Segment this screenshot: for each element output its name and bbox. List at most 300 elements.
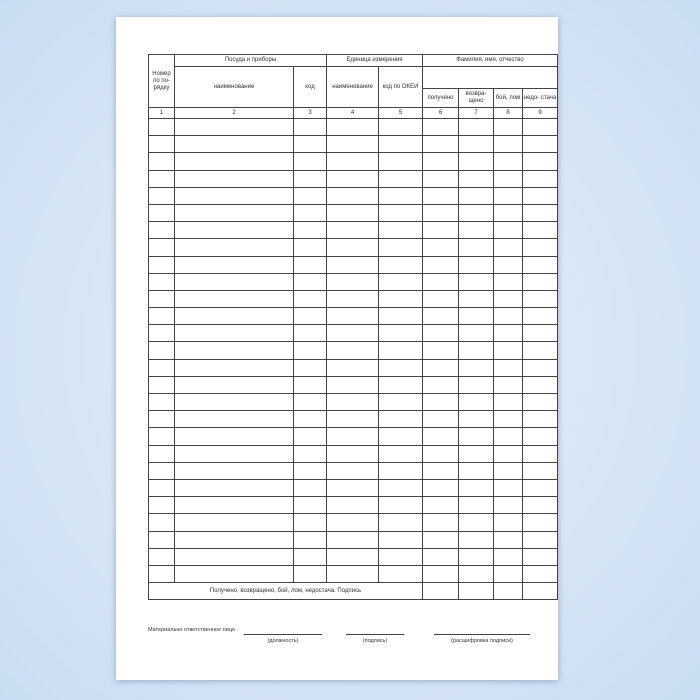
- table-cell[interactable]: [494, 136, 523, 153]
- table-cell[interactable]: [459, 222, 494, 239]
- table-cell[interactable]: [523, 170, 558, 187]
- table-cell[interactable]: [175, 290, 294, 307]
- table-cell[interactable]: [327, 119, 379, 136]
- table-cell[interactable]: [327, 376, 379, 393]
- table-cell[interactable]: [494, 308, 523, 325]
- table-cell[interactable]: [523, 290, 558, 307]
- table-cell[interactable]: [459, 548, 494, 565]
- table-cell[interactable]: [423, 204, 459, 221]
- table-cell[interactable]: [149, 531, 175, 548]
- table-cell[interactable]: [459, 479, 494, 496]
- table-cell[interactable]: [175, 376, 294, 393]
- table-cell[interactable]: [175, 239, 294, 256]
- table-row: [149, 325, 558, 342]
- table-cell[interactable]: [327, 531, 379, 548]
- table-cell[interactable]: [523, 565, 558, 582]
- table-cell[interactable]: [149, 359, 175, 376]
- table-cell[interactable]: [523, 497, 558, 514]
- table-cell[interactable]: [175, 411, 294, 428]
- table-cell[interactable]: [175, 256, 294, 273]
- table-cell[interactable]: [494, 394, 523, 411]
- table-cell[interactable]: [423, 119, 459, 136]
- table-cell[interactable]: [379, 325, 423, 342]
- table-cell[interactable]: [423, 136, 459, 153]
- footer-signature-row: Получено, возвращено, бой, лом, недостача. Подпись: [149, 583, 423, 600]
- header-unit-okei: код по ОКЕИ: [379, 67, 423, 108]
- table-row: [149, 497, 558, 514]
- table-cell[interactable]: [423, 153, 459, 170]
- table-cell[interactable]: [379, 222, 423, 239]
- table-cell[interactable]: [523, 325, 558, 342]
- table-cell[interactable]: [327, 394, 379, 411]
- table-cell[interactable]: [175, 187, 294, 204]
- table-cell[interactable]: [423, 342, 459, 359]
- header-broken: бой, лом: [494, 89, 523, 108]
- table-cell[interactable]: [294, 170, 327, 187]
- table-cell[interactable]: [459, 325, 494, 342]
- table-cell[interactable]: [423, 445, 459, 462]
- table-cell[interactable]: [459, 153, 494, 170]
- table-cell[interactable]: [494, 204, 523, 221]
- table-cell[interactable]: [149, 325, 175, 342]
- table-cell[interactable]: [175, 342, 294, 359]
- header-shortage: недо- стача: [523, 89, 558, 108]
- table-cell[interactable]: [379, 239, 423, 256]
- table-cell[interactable]: [327, 222, 379, 239]
- table-cell[interactable]: [294, 222, 327, 239]
- table-cell[interactable]: [327, 187, 379, 204]
- table-row: [149, 239, 558, 256]
- table-cell[interactable]: [175, 479, 294, 496]
- table-cell[interactable]: [149, 153, 175, 170]
- table-cell[interactable]: [175, 428, 294, 445]
- table-cell[interactable]: [523, 445, 558, 462]
- table-cell[interactable]: [149, 290, 175, 307]
- table-cell[interactable]: [494, 222, 523, 239]
- table-cell[interactable]: [423, 170, 459, 187]
- table-cell[interactable]: [523, 273, 558, 290]
- column-number: 6: [423, 108, 459, 119]
- table-cell[interactable]: [175, 394, 294, 411]
- table-cell[interactable]: [294, 548, 327, 565]
- table-cell[interactable]: [175, 359, 294, 376]
- table-cell[interactable]: [327, 239, 379, 256]
- table-row: [149, 119, 558, 136]
- table-cell[interactable]: [459, 256, 494, 273]
- decoding-caption: (расшифровка подписи): [451, 638, 513, 644]
- table-cell[interactable]: [149, 376, 175, 393]
- table-cell[interactable]: [423, 497, 459, 514]
- table-cell[interactable]: [175, 514, 294, 531]
- table-row: [149, 462, 558, 479]
- table-cell[interactable]: [494, 342, 523, 359]
- table-cell[interactable]: [423, 290, 459, 307]
- table-cell[interactable]: [175, 153, 294, 170]
- table-cell[interactable]: [294, 290, 327, 307]
- table-cell[interactable]: [294, 273, 327, 290]
- table-cell[interactable]: [294, 394, 327, 411]
- table-cell[interactable]: [149, 497, 175, 514]
- table-cell[interactable]: [459, 428, 494, 445]
- table-cell[interactable]: [423, 531, 459, 548]
- table-cell[interactable]: [294, 204, 327, 221]
- table-cell[interactable]: [175, 531, 294, 548]
- table-cell[interactable]: [327, 256, 379, 273]
- table-cell[interactable]: [423, 479, 459, 496]
- table-cell[interactable]: [294, 462, 327, 479]
- table-cell[interactable]: [149, 256, 175, 273]
- table-row: [149, 136, 558, 153]
- table-row: [149, 153, 558, 170]
- table-cell[interactable]: [523, 204, 558, 221]
- table-cell[interactable]: [294, 514, 327, 531]
- table-cell[interactable]: [423, 462, 459, 479]
- table-cell[interactable]: [523, 394, 558, 411]
- table-cell[interactable]: [523, 376, 558, 393]
- table-cell[interactable]: [175, 497, 294, 514]
- table-cell[interactable]: [175, 273, 294, 290]
- table-cell[interactable]: [149, 222, 175, 239]
- table-cell[interactable]: [379, 445, 423, 462]
- position-caption: (должность): [267, 638, 299, 644]
- table-cell[interactable]: [175, 325, 294, 342]
- table-cell[interactable]: [423, 187, 459, 204]
- table-cell[interactable]: [379, 187, 423, 204]
- table-cell[interactable]: [459, 565, 494, 582]
- table-cell[interactable]: [459, 308, 494, 325]
- table-cell[interactable]: [175, 462, 294, 479]
- table-cell[interactable]: [294, 342, 327, 359]
- table-cell[interactable]: [494, 325, 523, 342]
- table-cell[interactable]: [523, 531, 558, 548]
- table-cell[interactable]: [494, 462, 523, 479]
- column-number: 5: [379, 108, 423, 119]
- table-cell[interactable]: [459, 239, 494, 256]
- table-cell[interactable]: [327, 411, 379, 428]
- header-received: получено: [423, 89, 459, 108]
- table-cell[interactable]: [423, 222, 459, 239]
- table-cell[interactable]: [423, 359, 459, 376]
- table-row: [149, 256, 558, 273]
- table-cell[interactable]: [294, 376, 327, 393]
- table-cell[interactable]: [379, 136, 423, 153]
- table-cell[interactable]: [423, 565, 459, 582]
- table-cell[interactable]: [523, 428, 558, 445]
- table-cell[interactable]: [459, 531, 494, 548]
- table-cell[interactable]: [327, 325, 379, 342]
- table-cell[interactable]: [459, 119, 494, 136]
- table-row: [149, 479, 558, 496]
- table-cell[interactable]: [494, 428, 523, 445]
- table-row: [149, 204, 558, 221]
- table-cell[interactable]: [294, 325, 327, 342]
- table-cell[interactable]: [149, 411, 175, 428]
- table-cell[interactable]: [523, 256, 558, 273]
- table-cell[interactable]: [459, 376, 494, 393]
- table-row: [149, 445, 558, 462]
- table-cell[interactable]: [523, 359, 558, 376]
- table-cell[interactable]: [175, 308, 294, 325]
- table-cell[interactable]: [149, 204, 175, 221]
- table-cell[interactable]: [149, 462, 175, 479]
- table-cell[interactable]: [423, 239, 459, 256]
- table-cell[interactable]: [459, 204, 494, 221]
- table-cell[interactable]: [149, 119, 175, 136]
- table-cell[interactable]: [294, 256, 327, 273]
- footer-cell[interactable]: [459, 583, 494, 600]
- table-row: [149, 428, 558, 445]
- table-row: [149, 290, 558, 307]
- table-cell[interactable]: [294, 187, 327, 204]
- header-row-number: Номер по по- рядку: [149, 55, 175, 108]
- table-cell[interactable]: [294, 497, 327, 514]
- table-cell[interactable]: [459, 187, 494, 204]
- table-cell[interactable]: [423, 411, 459, 428]
- table-cell[interactable]: [379, 359, 423, 376]
- table-cell[interactable]: [327, 136, 379, 153]
- table-cell[interactable]: [327, 479, 379, 496]
- table-cell[interactable]: [459, 170, 494, 187]
- table-row: [149, 394, 558, 411]
- table-cell[interactable]: [327, 204, 379, 221]
- header-unit-group: Единица измерения: [327, 55, 423, 67]
- table-cell[interactable]: [379, 256, 423, 273]
- table-cell[interactable]: [327, 308, 379, 325]
- table-cell[interactable]: [494, 153, 523, 170]
- table-cell[interactable]: [459, 136, 494, 153]
- table-cell[interactable]: [379, 479, 423, 496]
- table-row: [149, 548, 558, 565]
- table-cell[interactable]: [523, 462, 558, 479]
- table-cell[interactable]: [294, 308, 327, 325]
- table-cell[interactable]: [523, 187, 558, 204]
- table-cell[interactable]: [379, 462, 423, 479]
- table-cell[interactable]: [294, 136, 327, 153]
- table-cell[interactable]: [523, 239, 558, 256]
- table-cell[interactable]: [149, 308, 175, 325]
- table-cell[interactable]: [494, 514, 523, 531]
- header-dishes-name: наименование: [175, 67, 294, 108]
- table-cell[interactable]: [379, 290, 423, 307]
- table-cell[interactable]: [379, 342, 423, 359]
- table-cell[interactable]: [149, 239, 175, 256]
- footer-cell[interactable]: [494, 583, 523, 600]
- table-cell[interactable]: [327, 290, 379, 307]
- header-person-blank: [423, 67, 558, 89]
- table-cell[interactable]: [494, 290, 523, 307]
- table-row: [149, 411, 558, 428]
- table-cell[interactable]: [175, 170, 294, 187]
- header-dishes-group: Посуда и приборы: [175, 55, 327, 67]
- table-cell[interactable]: [379, 394, 423, 411]
- table-row: [149, 222, 558, 239]
- table-cell[interactable]: [494, 119, 523, 136]
- table-cell[interactable]: [327, 514, 379, 531]
- table-cell[interactable]: [294, 479, 327, 496]
- table-cell[interactable]: [294, 239, 327, 256]
- table-cell[interactable]: [327, 445, 379, 462]
- table-cell[interactable]: [423, 256, 459, 273]
- table-cell[interactable]: [459, 514, 494, 531]
- table-cell[interactable]: [523, 411, 558, 428]
- table-cell[interactable]: [523, 548, 558, 565]
- table-cell[interactable]: [149, 187, 175, 204]
- table-cell[interactable]: [423, 273, 459, 290]
- table-row: [149, 187, 558, 204]
- table-cell[interactable]: [294, 565, 327, 582]
- table-cell[interactable]: [149, 428, 175, 445]
- table-cell[interactable]: [379, 376, 423, 393]
- position-line[interactable]: [244, 634, 322, 635]
- table-cell[interactable]: [523, 222, 558, 239]
- table-cell[interactable]: [459, 445, 494, 462]
- table-cell[interactable]: [494, 256, 523, 273]
- table-cell[interactable]: [459, 342, 494, 359]
- header-person-group: Фамилия, имя, отчество: [423, 55, 558, 67]
- table-cell[interactable]: [379, 411, 423, 428]
- table-cell[interactable]: [327, 462, 379, 479]
- table-cell[interactable]: [327, 273, 379, 290]
- table-cell[interactable]: [149, 514, 175, 531]
- column-number: 1: [149, 108, 175, 119]
- table-row: [149, 273, 558, 290]
- table-cell[interactable]: [327, 497, 379, 514]
- table-cell[interactable]: [423, 325, 459, 342]
- table-row: [149, 308, 558, 325]
- table-cell[interactable]: [459, 394, 494, 411]
- table-cell[interactable]: [379, 273, 423, 290]
- table-cell[interactable]: [494, 273, 523, 290]
- table-cell[interactable]: [423, 514, 459, 531]
- table-cell[interactable]: [523, 119, 558, 136]
- table-cell[interactable]: [175, 204, 294, 221]
- table-cell[interactable]: [294, 359, 327, 376]
- header-unit-name: наименование: [327, 67, 379, 108]
- table-cell[interactable]: [494, 565, 523, 582]
- table-cell[interactable]: [459, 462, 494, 479]
- table-cell[interactable]: [494, 531, 523, 548]
- table-cell[interactable]: [327, 153, 379, 170]
- table-cell[interactable]: [459, 273, 494, 290]
- table-cell[interactable]: [494, 359, 523, 376]
- table-cell[interactable]: [379, 308, 423, 325]
- table-cell[interactable]: [175, 222, 294, 239]
- footer-cell[interactable]: [423, 583, 459, 600]
- table-cell[interactable]: [379, 548, 423, 565]
- table-cell[interactable]: [294, 428, 327, 445]
- table-cell[interactable]: [149, 565, 175, 582]
- table-cell[interactable]: [294, 445, 327, 462]
- table-cell[interactable]: [379, 153, 423, 170]
- column-number: 4: [327, 108, 379, 119]
- table-cell[interactable]: [149, 273, 175, 290]
- column-number: 9: [523, 108, 558, 119]
- table-cell[interactable]: [294, 153, 327, 170]
- table-cell[interactable]: [523, 342, 558, 359]
- table-cell[interactable]: [149, 445, 175, 462]
- table-cell[interactable]: [423, 394, 459, 411]
- table-cell[interactable]: [423, 428, 459, 445]
- table-cell[interactable]: [175, 445, 294, 462]
- table-row: [149, 531, 558, 548]
- table-cell[interactable]: [327, 428, 379, 445]
- table-cell[interactable]: [523, 136, 558, 153]
- column-numbers-row: [149, 108, 558, 119]
- table-cell[interactable]: [423, 548, 459, 565]
- table-cell[interactable]: [379, 497, 423, 514]
- table-cell[interactable]: [149, 479, 175, 496]
- form-sheet: [116, 17, 558, 680]
- table-cell[interactable]: [423, 308, 459, 325]
- table-cell[interactable]: [327, 342, 379, 359]
- footer-cell[interactable]: [523, 583, 558, 600]
- table-cell[interactable]: [294, 411, 327, 428]
- table-row: [149, 342, 558, 359]
- table-cell[interactable]: [379, 428, 423, 445]
- decoding-line[interactable]: [434, 634, 530, 635]
- table-cell[interactable]: [327, 170, 379, 187]
- table-cell[interactable]: [294, 531, 327, 548]
- table-cell[interactable]: [459, 290, 494, 307]
- table-cell[interactable]: [149, 342, 175, 359]
- table-cell[interactable]: [379, 565, 423, 582]
- table-cell[interactable]: [459, 359, 494, 376]
- table-cell[interactable]: [459, 411, 494, 428]
- table-cell[interactable]: [149, 548, 175, 565]
- table-cell[interactable]: [494, 170, 523, 187]
- table-cell[interactable]: [379, 204, 423, 221]
- signature-block: [148, 625, 548, 655]
- table-cell[interactable]: [149, 136, 175, 153]
- table-cell[interactable]: [494, 411, 523, 428]
- table-cell[interactable]: [175, 565, 294, 582]
- table-cell[interactable]: [494, 497, 523, 514]
- table-cell[interactable]: [494, 479, 523, 496]
- table-cell[interactable]: [523, 153, 558, 170]
- table-cell[interactable]: [379, 531, 423, 548]
- table-row: [149, 359, 558, 376]
- table-row: [149, 170, 558, 187]
- table-cell[interactable]: [379, 119, 423, 136]
- table-cell[interactable]: [149, 394, 175, 411]
- table-cell[interactable]: [175, 548, 294, 565]
- table-row: [149, 376, 558, 393]
- table-cell[interactable]: [459, 497, 494, 514]
- table-cell[interactable]: [294, 119, 327, 136]
- table-cell[interactable]: [175, 119, 294, 136]
- table-cell[interactable]: [494, 187, 523, 204]
- table-cell[interactable]: [494, 445, 523, 462]
- table-row: [149, 514, 558, 531]
- table-cell[interactable]: [523, 308, 558, 325]
- table-cell[interactable]: [379, 514, 423, 531]
- table-cell[interactable]: [149, 170, 175, 187]
- column-number: 2: [175, 108, 294, 119]
- table-cell[interactable]: [494, 239, 523, 256]
- table-cell[interactable]: [327, 359, 379, 376]
- table-cell[interactable]: [494, 548, 523, 565]
- table-row: [149, 565, 558, 582]
- table-cell[interactable]: [494, 376, 523, 393]
- signature-line[interactable]: [346, 634, 404, 635]
- table-cell[interactable]: [327, 548, 379, 565]
- table-cell[interactable]: [379, 170, 423, 187]
- table-cell[interactable]: [175, 136, 294, 153]
- table-cell[interactable]: [327, 565, 379, 582]
- table-cell[interactable]: [523, 479, 558, 496]
- table-cell[interactable]: [423, 376, 459, 393]
- table-cell[interactable]: [523, 514, 558, 531]
